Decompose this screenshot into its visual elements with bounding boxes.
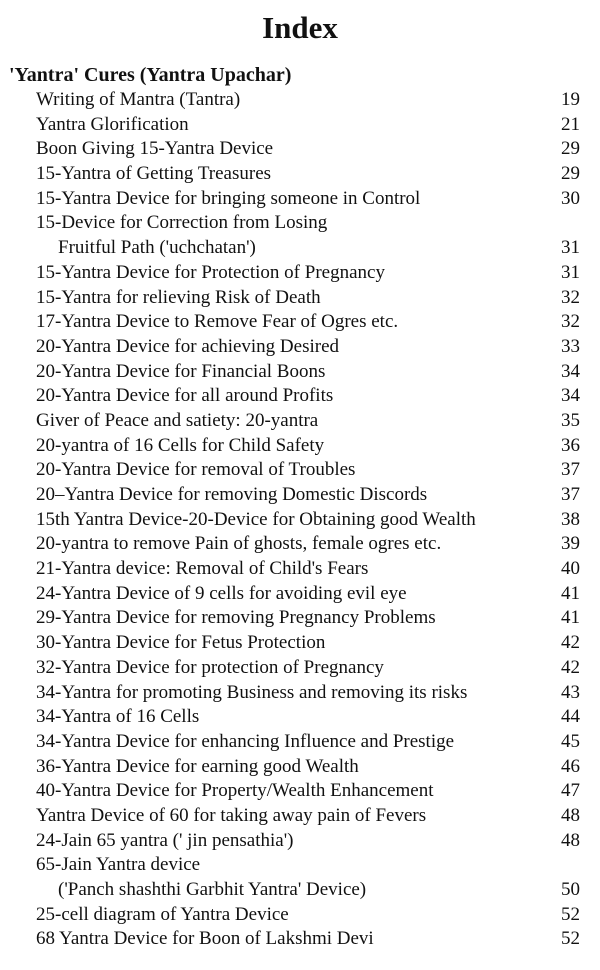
entry-title: 68 Yantra Device for Boon of Lakshmi Devi [36, 928, 374, 950]
entry-page: 38 [561, 508, 580, 530]
entry-page: 48 [561, 829, 580, 851]
index-entry [0, 631, 600, 656]
index-entry [0, 779, 600, 804]
index-entry [0, 927, 600, 952]
entry-title: Writing of Mantra (Tantra) [36, 89, 241, 110]
index-entry [0, 829, 600, 854]
entry-title: 25-cell diagram of Yantra Device [36, 903, 289, 925]
entry-title: 34-Yantra Device for enhancing Influence and Prestige [36, 730, 455, 752]
index-entry [0, 335, 600, 360]
entry-page: 40 [561, 558, 580, 580]
entry-page: 37 [561, 459, 580, 481]
entry-title: 20-Yantra Device for Financial Boons [36, 360, 326, 382]
entry-title: 20-Yantra Device for all around Profits [36, 385, 334, 407]
index-entry [0, 261, 600, 286]
entry-title: 32-Yantra Device for protection of Pregnancy [36, 656, 384, 678]
entry-title: 15-Yantra of Getting Treasures [36, 163, 272, 185]
entry-page: 46 [561, 755, 580, 777]
entry-page: 47 [561, 780, 580, 802]
index-entry [0, 88, 600, 113]
entry-title: Fruitful Path ('uchchatan') [58, 237, 256, 259]
entry-title: 21-Yantra device: Removal of Child's Fears [36, 558, 369, 580]
index-entry [0, 162, 600, 187]
index-entry [0, 681, 600, 706]
index-entry [0, 286, 600, 311]
entry-page: 30 [561, 187, 580, 209]
entry-title: 15-Device for Correction from Losing [36, 212, 328, 234]
entry-page: 50 [561, 879, 580, 900]
entry-page: 34 [561, 360, 580, 382]
entry-page: 43 [561, 681, 580, 703]
index-entry [0, 582, 600, 607]
entry-page: 19 [561, 89, 580, 110]
page-title: Index [262, 10, 338, 45]
index-list [0, 88, 600, 952]
index-entry [0, 483, 600, 508]
entry-page: 29 [561, 163, 580, 185]
entry-page: 29 [561, 138, 580, 160]
entry-title: ('Panch shashthi Garbhit Yantra' Device) [58, 879, 367, 900]
entry-title: 24-Yantra Device of 9 cells for avoiding evil eye [36, 582, 407, 604]
index-entry [0, 656, 600, 681]
index-entry [0, 730, 600, 755]
index-entry [0, 360, 600, 385]
index-entry [0, 705, 600, 730]
index-entry [0, 755, 600, 780]
index-entry [0, 187, 600, 212]
index-entry [0, 113, 600, 138]
entry-page: 31 [561, 261, 580, 283]
entry-title: 15th Yantra Device-20-Device for Obtaining good Wealth [36, 508, 476, 530]
entry-page: 39 [561, 533, 580, 555]
entry-title: Giver of Peace and satiety: 20-yantra [36, 409, 319, 431]
entry-title: 34-Yantra for promoting Business and removing its risks [36, 681, 468, 703]
entry-title: 20-Yantra Device for achieving Desired [36, 335, 340, 357]
entry-page: 32 [561, 311, 580, 333]
index-entry [0, 853, 600, 878]
index-entry [0, 606, 600, 631]
entry-title: 65-Jain Yantra device [36, 854, 201, 876]
entry-title: 15-Yantra for relieving Risk of Death [36, 286, 321, 308]
entry-page: 35 [561, 409, 580, 431]
entry-title: 24-Jain 65 yantra (' jin pensathia') [36, 829, 294, 851]
index-entry-continuation [0, 236, 600, 261]
entry-title: 40-Yantra Device for Property/Wealth Enhancement [36, 780, 434, 802]
entry-page: 42 [561, 632, 580, 654]
index-entry [0, 211, 600, 236]
entry-title: 17-Yantra Device to Remove Fear of Ogres etc. [36, 311, 399, 333]
index-entry [0, 557, 600, 582]
entry-page: 32 [561, 286, 580, 308]
entry-page: 45 [561, 730, 580, 752]
entry-page: 41 [561, 607, 580, 629]
entry-title: 36-Yantra Device for earning good Wealth [36, 755, 359, 777]
entry-page: 42 [561, 656, 580, 678]
section-heading: 'Yantra' Cures (Yantra Upachar) [9, 64, 292, 86]
entry-page: 31 [561, 237, 580, 259]
entry-page: 52 [561, 928, 580, 950]
entry-page: 34 [561, 385, 580, 407]
index-entry [0, 532, 600, 557]
entry-page: 48 [561, 804, 580, 826]
entry-title: 29-Yantra Device for removing Pregnancy Problems [36, 607, 436, 629]
entry-title: 15-Yantra Device for bringing someone in Control [36, 187, 421, 209]
entry-page: 33 [561, 335, 580, 357]
entry-page: 37 [561, 484, 580, 505]
entry-page: 36 [561, 434, 580, 456]
index-entry [0, 384, 600, 409]
entry-title: 20–Yantra Device for removing Domestic Discords [36, 484, 428, 505]
entry-title: Boon Giving 15-Yantra Device [36, 138, 274, 160]
entry-title: 30-Yantra Device for Fetus Protection [36, 632, 326, 654]
entry-page: 41 [561, 582, 580, 604]
index-entry [0, 508, 600, 533]
entry-title: Yantra Device of 60 for taking away pain of Fevers [36, 804, 427, 826]
entry-title: 15-Yantra Device for Protection of Pregnancy [36, 261, 385, 283]
entry-title: 20-Yantra Device for removal of Troubles [36, 459, 356, 481]
index-entry [0, 458, 600, 483]
index-entry [0, 804, 600, 829]
entry-page: 21 [561, 113, 580, 135]
entry-title: 34-Yantra of 16 Cells [36, 706, 200, 728]
entry-page: 52 [561, 903, 580, 925]
entry-title: 20-yantra of 16 Cells for Child Safety [36, 434, 325, 456]
index-entry [0, 434, 600, 459]
index-entry [0, 903, 600, 928]
entry-title: 20-yantra to remove Pain of ghosts, female ogres etc. [36, 533, 442, 555]
index-entry [0, 409, 600, 434]
index-entry-continuation [0, 878, 600, 903]
entry-title: Yantra Glorification [36, 113, 189, 135]
index-entry [0, 310, 600, 335]
entry-page: 44 [561, 706, 580, 728]
index-entry [0, 137, 600, 162]
